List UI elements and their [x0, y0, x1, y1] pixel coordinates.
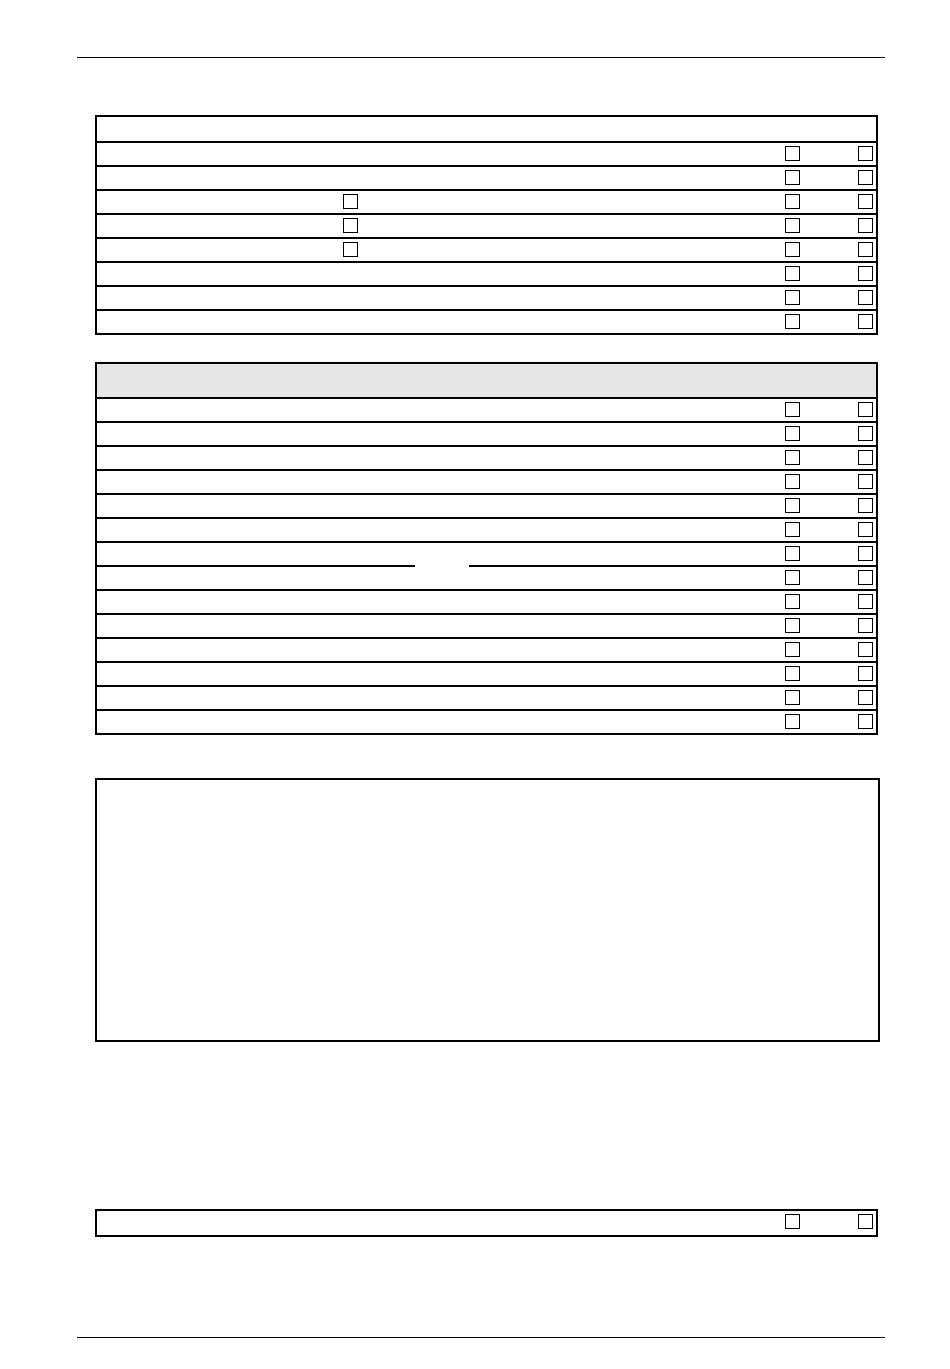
table-row — [97, 541, 876, 565]
yes-checkbox[interactable] — [785, 642, 800, 657]
no-checkbox[interactable] — [858, 218, 873, 233]
no-checkbox[interactable] — [858, 314, 873, 329]
yes-checkbox[interactable] — [785, 290, 800, 305]
yes-checkbox[interactable] — [785, 546, 800, 561]
no-checkbox[interactable] — [858, 402, 873, 417]
checklist-table-1 — [95, 115, 878, 335]
yes-checkbox[interactable] — [785, 450, 800, 465]
table-row — [97, 1211, 876, 1235]
option-checkbox[interactable] — [343, 242, 358, 257]
no-checkbox[interactable] — [858, 290, 873, 305]
no-checkbox[interactable] — [858, 618, 873, 633]
no-checkbox[interactable] — [858, 266, 873, 281]
yes-checkbox[interactable] — [785, 618, 800, 633]
option-checkbox[interactable] — [343, 194, 358, 209]
table2-heading-row — [97, 364, 876, 397]
no-checkbox[interactable] — [858, 522, 873, 537]
no-checkbox[interactable] — [858, 242, 873, 257]
no-checkbox[interactable] — [858, 642, 873, 657]
comments-textarea[interactable] — [95, 778, 880, 1042]
table-row — [97, 493, 876, 517]
table-row — [97, 661, 876, 685]
option-checkbox[interactable] — [343, 218, 358, 233]
table-row — [97, 261, 876, 285]
table-row — [97, 141, 876, 165]
table-row — [97, 165, 876, 189]
table-row — [97, 589, 876, 613]
yes-checkbox[interactable] — [785, 402, 800, 417]
no-checkbox[interactable] — [858, 594, 873, 609]
yes-checkbox[interactable] — [785, 218, 800, 233]
no-checkbox[interactable] — [858, 146, 873, 161]
no-checkbox[interactable] — [858, 498, 873, 513]
table-row — [97, 285, 876, 309]
table-row — [97, 213, 876, 237]
checklist-table-3 — [95, 1209, 878, 1237]
table-row — [97, 421, 876, 445]
table-row — [97, 189, 876, 213]
yes-checkbox[interactable] — [785, 426, 800, 441]
no-checkbox[interactable] — [858, 426, 873, 441]
table-row — [97, 685, 876, 709]
table-row — [97, 469, 876, 493]
yes-checkbox[interactable] — [785, 146, 800, 161]
table-row — [97, 565, 876, 589]
table-row — [97, 309, 876, 333]
yes-checkbox[interactable] — [785, 714, 800, 729]
no-checkbox[interactable] — [858, 690, 873, 705]
table-row — [97, 517, 876, 541]
yes-checkbox[interactable] — [785, 666, 800, 681]
yes-checkbox[interactable] — [785, 522, 800, 537]
no-checkbox[interactable] — [858, 714, 873, 729]
header-rule — [77, 57, 885, 58]
no-checkbox[interactable] — [858, 170, 873, 185]
yes-checkbox[interactable] — [785, 1214, 800, 1229]
no-checkbox[interactable] — [858, 570, 873, 585]
rule-gap — [415, 565, 469, 567]
yes-checkbox[interactable] — [785, 570, 800, 585]
no-checkbox[interactable] — [858, 474, 873, 489]
no-checkbox[interactable] — [858, 194, 873, 209]
no-checkbox[interactable] — [858, 450, 873, 465]
table-row — [97, 237, 876, 261]
no-checkbox[interactable] — [858, 666, 873, 681]
yes-checkbox[interactable] — [785, 194, 800, 209]
table-row — [97, 397, 876, 421]
yes-checkbox[interactable] — [785, 170, 800, 185]
checklist-table-2 — [95, 362, 878, 735]
no-checkbox[interactable] — [858, 1214, 873, 1229]
yes-checkbox[interactable] — [785, 242, 800, 257]
yes-checkbox[interactable] — [785, 314, 800, 329]
no-checkbox[interactable] — [858, 546, 873, 561]
yes-checkbox[interactable] — [785, 498, 800, 513]
yes-checkbox[interactable] — [785, 594, 800, 609]
table-row — [97, 445, 876, 469]
yes-checkbox[interactable] — [785, 266, 800, 281]
table-row — [97, 637, 876, 661]
yes-checkbox[interactable] — [785, 690, 800, 705]
table1-heading-row — [97, 117, 876, 141]
table-row — [97, 709, 876, 733]
footer-rule — [77, 1337, 885, 1338]
table-row — [97, 613, 876, 637]
yes-checkbox[interactable] — [785, 474, 800, 489]
